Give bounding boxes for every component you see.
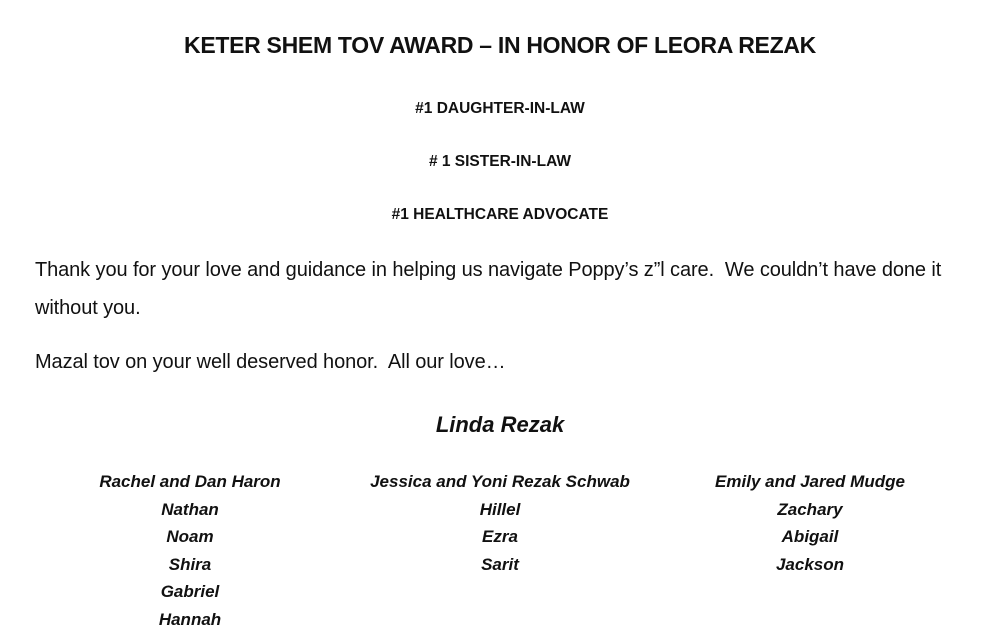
family-column-haron: [35, 468, 345, 633]
tribute-paragraph-mazal-tov: Mazal tov on your well deserved honor. All our love…: [35, 351, 506, 373]
family-name-line: Sarit: [481, 554, 519, 574]
family-name-line: Emily and Jared Mudge: [715, 472, 905, 491]
honor-line-sister-in-law: # 1 SISTER-IN-LAW: [428, 153, 572, 170]
family-name-line: Zachary: [777, 499, 843, 519]
signature-name: Linda Rezak: [435, 412, 565, 437]
tribute-paragraph-thank-you: Thank you for your love and guidance in helping us navigate Poppy’s z”l care. We couldn’t have done it without you.: [35, 259, 947, 319]
family-column-mudge: [655, 468, 965, 633]
family-name-line: Abigail: [781, 527, 839, 546]
family-name-line: Hannah: [158, 609, 222, 629]
family-name-line: Shira: [168, 554, 212, 574]
family-column-rezak-schwab: [345, 468, 655, 633]
family-name-line: Gabriel: [160, 582, 220, 601]
family-name-line: Ezra: [482, 527, 518, 546]
page-title: KETER SHEM TOV AWARD – IN HONOR OF LEORA REZAK: [184, 32, 816, 58]
family-name-line: Rachel and Dan Haron: [99, 472, 281, 491]
honor-line-healthcare-advocate: #1 HEALTHCARE ADVOCATE: [391, 206, 609, 223]
family-columns: [35, 468, 965, 633]
family-name-line: Nathan: [161, 499, 219, 519]
family-name-line: Noam: [166, 527, 214, 546]
family-name-line: Jessica and Yoni Rezak Schwab: [370, 472, 630, 491]
honor-line-daughter-in-law: #1 DAUGHTER-IN-LAW: [415, 100, 585, 117]
family-name-line: Hillel: [479, 499, 521, 519]
family-name-line: Jackson: [775, 554, 845, 574]
